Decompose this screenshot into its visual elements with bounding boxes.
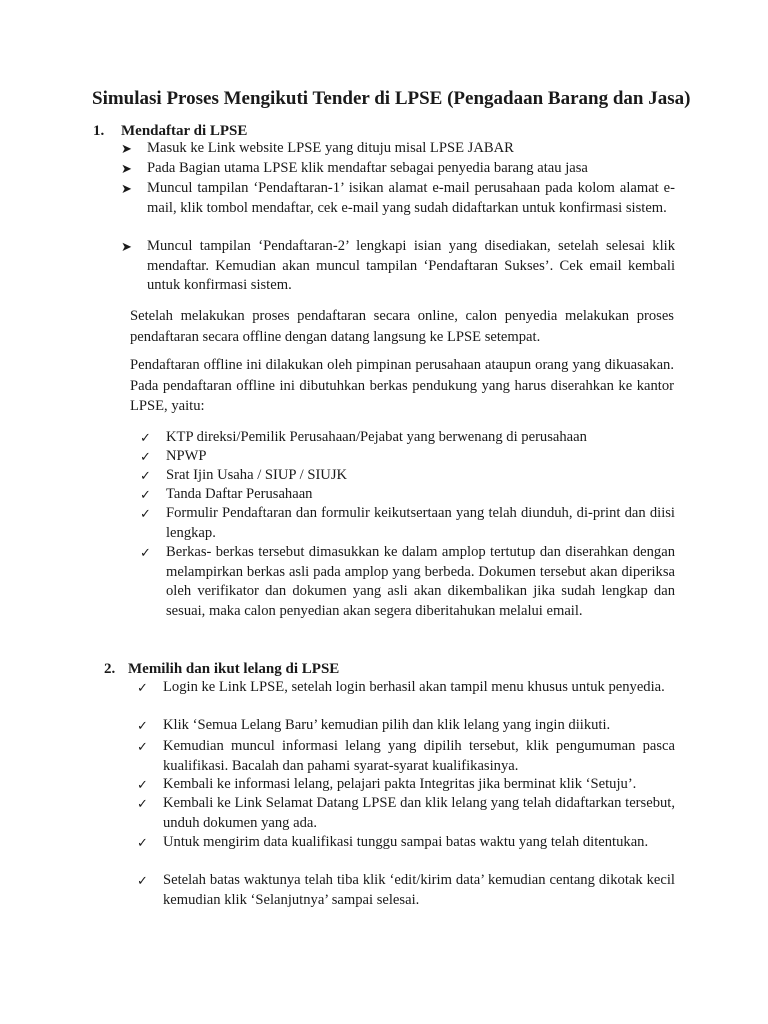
- section-1-heading: [93, 121, 393, 141]
- list-item: ✓ Kembali ke informasi lelang, pelajari pakta Integritas jika berminat klik ‘Setuju’.: [163, 775, 675, 795]
- list-item: ➤ Masuk ke Link website LPSE yang dituju misal LPSE JABAR: [147, 139, 675, 159]
- checkmark-bullet-icon: ✓: [137, 739, 148, 754]
- checkmark-bullet-icon: ✓: [140, 468, 151, 483]
- list-item: ✓ Berkas- berkas tersebut dimasukkan ke dalam amplop tertutup dan diserahkan dengan melampirkan berkas asli pada amplop yang berbeda. Dokumen tersebut akan diperiksa oleh verifikator dan dokumen yang asli akan dikembalikan jika sudah lengkap dan sesuai, maka calon penyedian akan segera diberitahukan melalui email.: [140, 544, 675, 619]
- arrow-right-bullet-icon: ➤: [121, 239, 132, 254]
- section-2-heading: [104, 659, 444, 679]
- section-2-title: Memilih dan ikut lelang di LPSE: [128, 661, 340, 677]
- list-item: ✓ NPWP: [166, 447, 675, 467]
- paragraph-offline-intro: Setelah melakukan proses pendaftaran secara online, calon penyedia melakukan proses pendaftaran secara offline dengan datang langsung ke LPSE setempat.: [130, 308, 674, 345]
- list-item: ✓ Setelah batas waktunya telah tiba klik ‘edit/kirim data’ kemudian centang dikotak kecil kemudian klik ‘Selanjutnya’ sampai selesai.: [137, 872, 675, 908]
- section-1-number: 1.: [93, 123, 105, 139]
- arrow-right-bullet-icon: ➤: [121, 161, 132, 176]
- document-title: Simulasi Proses Mengikuti Tender di LPSE (Pengadaan Barang dan Jasa): [92, 88, 691, 109]
- list-item: ✓ KTP direksi/Pemilik Perusahaan/Pejabat yang berwenang di perusahaan: [166, 428, 675, 448]
- arrow-right-bullet-icon: ➤: [121, 181, 132, 196]
- checkmark-bullet-icon: ✓: [137, 777, 148, 792]
- checkmark-bullet-icon: ✓: [140, 487, 151, 502]
- checkmark-bullet-icon: ✓: [137, 718, 148, 733]
- list-item: ✓ Login ke Link LPSE, setelah login berhasil akan tampil menu khusus untuk penyedia.: [163, 678, 675, 698]
- arrow-right-bullet-icon: ➤: [121, 141, 132, 156]
- list-item: ✓ Tanda Daftar Perusahaan: [166, 485, 675, 505]
- checkmark-bullet-icon: ✓: [140, 545, 151, 560]
- checkmark-bullet-icon: ✓: [140, 506, 151, 521]
- list-item: ✓ Formulir Pendaftaran dan formulir keikutsertaan yang telah diunduh, di-print dan diisi lengkap.: [140, 505, 675, 541]
- list-item: ➤ Pada Bagian utama LPSE klik mendaftar sebagai penyedia barang atau jasa: [147, 159, 675, 179]
- checkmark-bullet-icon: ✓: [137, 873, 148, 888]
- checkmark-bullet-icon: ✓: [137, 835, 148, 850]
- list-item: ✓ Srat Ijin Usaha / SIUP / SIUJK: [166, 466, 675, 486]
- checkmark-bullet-icon: ✓: [137, 680, 148, 695]
- section-2-number: 2.: [104, 661, 116, 677]
- list-item: ✓ Untuk mengirim data kualifikasi tunggu sampai batas waktu yang telah ditentukan.: [163, 833, 675, 853]
- paragraph-offline-requirements: Pendaftaran offline ini dilakukan oleh pimpinan perusahaan ataupun orang yang dikuasakan. Pada pendaftaran offline ini dibutuhkan berkas pendukung yang harus diserahkan ke kantor LPSE, yaitu:: [130, 357, 674, 414]
- checkmark-bullet-icon: ✓: [137, 796, 148, 811]
- section-1-title: Mendaftar di LPSE: [121, 123, 248, 139]
- list-item: ✓ Kemudian muncul informasi lelang yang dipilih tersebut, klik pengumuman pasca kualifikasi. Bacalah dan pahami syarat-syarat kualifikasinya.: [137, 738, 675, 774]
- list-item: ➤ Muncul tampilan ‘Pendaftaran-2’ lengkapi isian yang disediakan, setelah selesai klik mendaftar. Kemudian akan muncul tampilan ‘Pendaftaran Sukses’. Cek email kembali untuk konfirmasi sistem.: [121, 238, 675, 293]
- list-item: ➤ Muncul tampilan ‘Pendaftaran-1’ isikan alamat e-mail perusahaan pada kolom alamat e-mail, klik tombol mendaftar, cek e-mail yang sudah didaftarkan untuk konfirmasi sistem.: [121, 180, 675, 216]
- checkmark-bullet-icon: ✓: [140, 449, 151, 464]
- checkmark-bullet-icon: ✓: [140, 430, 151, 445]
- list-item: ✓ Kembali ke Link Selamat Datang LPSE dan klik lelang yang telah didaftarkan tersebut, unduh dokumen yang ada.: [137, 795, 675, 831]
- list-item: ✓ Klik ‘Semua Lelang Baru’ kemudian pilih dan klik lelang yang ingin diikuti.: [163, 716, 675, 736]
